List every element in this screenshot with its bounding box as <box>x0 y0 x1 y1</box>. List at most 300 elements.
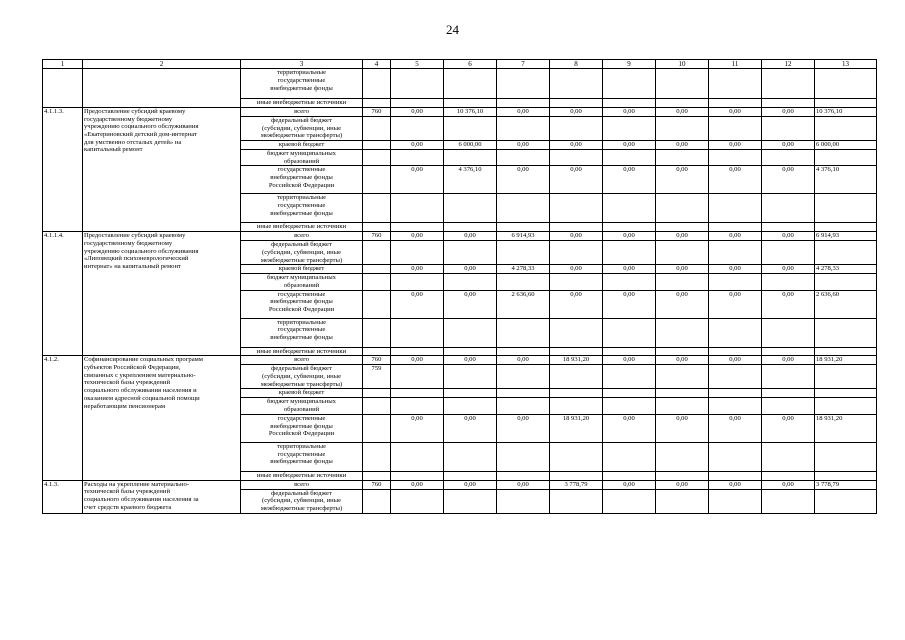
value-cell <box>497 274 550 290</box>
header-row <box>43 60 877 69</box>
value-cell <box>656 116 709 140</box>
value-cell <box>391 365 444 389</box>
column-header: 1 <box>43 60 83 69</box>
value-cell <box>391 442 444 471</box>
column-header: 13 <box>815 60 877 69</box>
value-cell: 10 376,10 <box>444 107 497 116</box>
value-cell <box>709 471 762 480</box>
value-cell <box>444 318 497 347</box>
column-header: 7 <box>497 60 550 69</box>
description-cell: Предоставление субсидий краевому государственному бюджетному учреждению социального обслуживания «Екатериновский детский дом-интернат для умственно отсталых детей» на капитальный ремонт <box>83 107 241 231</box>
value-cell <box>497 318 550 347</box>
value-cell <box>656 69 709 99</box>
value-cell <box>762 194 815 223</box>
value-cell <box>603 389 656 398</box>
value-cell <box>709 489 762 513</box>
value-cell <box>444 223 497 232</box>
value-cell: 0,00 <box>550 141 603 150</box>
value-cell <box>497 116 550 140</box>
value-cell <box>444 194 497 223</box>
value-cell <box>391 223 444 232</box>
value-cell <box>444 69 497 99</box>
code-cell: 4.1.1.4. <box>43 232 83 356</box>
value-cell: 0,00 <box>762 414 815 442</box>
value-cell: 0,00 <box>709 356 762 365</box>
source-cell: всего <box>241 107 363 116</box>
code-cell: 4.1.2. <box>43 356 83 480</box>
value-cell <box>550 99 603 108</box>
col4-cell <box>363 347 391 356</box>
value-cell <box>709 99 762 108</box>
source-cell: территориальные государственные внебюджетные фонды <box>241 69 363 99</box>
value-cell <box>497 150 550 166</box>
col4-cell <box>363 442 391 471</box>
col4-cell: 759 <box>363 365 391 389</box>
col4-cell <box>363 274 391 290</box>
value-cell <box>656 389 709 398</box>
value-cell <box>603 241 656 265</box>
source-cell: федеральный бюджет (субсидии, субвенции, иные межбюджетные трансферты) <box>241 116 363 140</box>
value-cell <box>762 471 815 480</box>
value-cell: 18 931,20 <box>550 414 603 442</box>
value-cell: 0,00 <box>444 356 497 365</box>
col4-cell <box>363 69 391 99</box>
value-cell: 0,00 <box>762 166 815 194</box>
value-cell: 0,00 <box>444 232 497 241</box>
value-cell <box>444 471 497 480</box>
source-cell: всего <box>241 232 363 241</box>
value-cell <box>444 99 497 108</box>
value-cell <box>497 69 550 99</box>
value-cell: 6 000,00 <box>444 141 497 150</box>
col4-cell <box>363 223 391 232</box>
col4-cell <box>363 398 391 414</box>
value-cell <box>709 116 762 140</box>
source-cell: иные внебюджетные источники <box>241 471 363 480</box>
value-cell <box>391 116 444 140</box>
value-cell <box>391 99 444 108</box>
value-cell <box>603 318 656 347</box>
value-cell <box>444 116 497 140</box>
value-cell <box>762 69 815 99</box>
value-cell <box>391 274 444 290</box>
value-cell <box>603 150 656 166</box>
value-cell: 0,00 <box>603 232 656 241</box>
value-cell: 0,00 <box>709 290 762 318</box>
value-cell: 0,00 <box>444 290 497 318</box>
col4-cell: 760 <box>363 232 391 241</box>
col4-cell <box>363 99 391 108</box>
value-cell <box>709 223 762 232</box>
value-cell: 0,00 <box>497 166 550 194</box>
value-cell <box>709 274 762 290</box>
value-cell <box>815 365 877 389</box>
value-cell <box>815 442 877 471</box>
value-cell <box>815 69 877 99</box>
source-cell: государственные внебюджетные фонды Российской Федерации <box>241 166 363 194</box>
value-cell: 0,00 <box>391 107 444 116</box>
value-cell <box>550 489 603 513</box>
value-cell: 10 376,10 <box>815 107 877 116</box>
source-cell: бюджет муниципальных образований <box>241 150 363 166</box>
value-cell <box>550 389 603 398</box>
value-cell <box>603 398 656 414</box>
value-cell <box>762 241 815 265</box>
source-cell: федеральный бюджет (субсидии, субвенции, иные межбюджетные трансферты) <box>241 241 363 265</box>
value-cell: 0,00 <box>762 356 815 365</box>
value-cell: 0,00 <box>497 107 550 116</box>
source-cell: государственные внебюджетные фонды Российской Федерации <box>241 290 363 318</box>
value-cell: 0,00 <box>656 480 709 489</box>
value-cell: 0,00 <box>603 141 656 150</box>
column-header: 6 <box>444 60 497 69</box>
value-cell <box>497 442 550 471</box>
description-cell: Расходы на укрепление материально- технической базы учреждений социального обслуживания населения за счет средств краевого бюджета <box>83 480 241 513</box>
source-cell: краевой бюджет <box>241 265 363 274</box>
col4-cell: 760 <box>363 480 391 489</box>
value-cell <box>815 347 877 356</box>
value-cell <box>497 99 550 108</box>
value-cell <box>603 99 656 108</box>
value-cell <box>656 274 709 290</box>
value-cell: 6 000,00 <box>815 141 877 150</box>
source-cell: иные внебюджетные источники <box>241 99 363 108</box>
value-cell: 0,00 <box>603 356 656 365</box>
source-cell: бюджет муниципальных образований <box>241 398 363 414</box>
value-cell <box>656 99 709 108</box>
value-cell: 0,00 <box>709 265 762 274</box>
value-cell <box>550 116 603 140</box>
value-cell: 2 636,60 <box>497 290 550 318</box>
value-cell <box>497 389 550 398</box>
value-cell <box>603 116 656 140</box>
col4-cell <box>363 150 391 166</box>
value-cell: 0,00 <box>497 356 550 365</box>
value-cell <box>709 194 762 223</box>
value-cell: 0,00 <box>762 480 815 489</box>
column-header: 3 <box>241 60 363 69</box>
description-cell: Предоставление субсидий краевому государственному бюджетному учреждению социального обслуживания «Липовецкий психоневрологический интернат» на капитальный ремонт <box>83 232 241 356</box>
source-cell: иные внебюджетные источники <box>241 347 363 356</box>
value-cell <box>391 489 444 513</box>
col4-cell: 760 <box>363 356 391 365</box>
value-cell: 4 278,33 <box>497 265 550 274</box>
col4-cell <box>363 471 391 480</box>
value-cell: 0,00 <box>656 107 709 116</box>
value-cell <box>656 241 709 265</box>
value-cell <box>603 69 656 99</box>
value-cell <box>391 347 444 356</box>
value-cell <box>815 116 877 140</box>
value-cell <box>815 471 877 480</box>
col4-cell <box>363 166 391 194</box>
value-cell: 0,00 <box>656 265 709 274</box>
col4-cell <box>363 241 391 265</box>
description-cell: Софинансирование социальных программ субъектов Российской Федерации, связанных с укреплением материально- технической базы учреждений социального обслуживания населения и оказанием адресной социальной помощи неработающим пенсионерам <box>83 356 241 480</box>
value-cell: 0,00 <box>497 141 550 150</box>
value-cell: 0,00 <box>656 356 709 365</box>
value-cell <box>444 389 497 398</box>
source-cell: федеральный бюджет (субсидии, субвенции, иные межбюджетные трансферты) <box>241 489 363 513</box>
value-cell: 0,00 <box>391 414 444 442</box>
value-cell <box>762 99 815 108</box>
value-cell <box>815 398 877 414</box>
value-cell <box>815 489 877 513</box>
source-cell: иные внебюджетные источники <box>241 223 363 232</box>
table-row <box>43 69 877 99</box>
value-cell: 0,00 <box>444 414 497 442</box>
value-cell <box>391 150 444 166</box>
value-cell <box>497 365 550 389</box>
value-cell <box>550 365 603 389</box>
value-cell <box>656 223 709 232</box>
value-cell <box>603 223 656 232</box>
value-cell <box>656 442 709 471</box>
col4-cell <box>363 116 391 140</box>
value-cell <box>391 241 444 265</box>
value-cell <box>656 489 709 513</box>
value-cell <box>391 471 444 480</box>
value-cell: 0,00 <box>550 265 603 274</box>
value-cell <box>550 442 603 471</box>
value-cell <box>391 389 444 398</box>
table-row <box>43 480 877 489</box>
value-cell <box>444 241 497 265</box>
source-cell: краевой бюджет <box>241 389 363 398</box>
value-cell <box>815 274 877 290</box>
value-cell <box>444 347 497 356</box>
value-cell <box>815 241 877 265</box>
value-cell: 0,00 <box>709 414 762 442</box>
value-cell: 0,00 <box>550 290 603 318</box>
value-cell: 4 376,10 <box>815 166 877 194</box>
value-cell <box>762 116 815 140</box>
value-cell: 0,00 <box>550 107 603 116</box>
value-cell <box>603 194 656 223</box>
value-cell <box>603 365 656 389</box>
value-cell <box>762 398 815 414</box>
value-cell: 0,00 <box>444 480 497 489</box>
source-cell: территориальные государственные внебюджетные фонды <box>241 194 363 223</box>
value-cell <box>709 398 762 414</box>
value-cell: 0,00 <box>603 265 656 274</box>
value-cell <box>709 389 762 398</box>
table-row <box>43 232 877 241</box>
col4-cell <box>363 265 391 274</box>
source-cell: всего <box>241 356 363 365</box>
col4-cell: 760 <box>363 107 391 116</box>
col4-cell <box>363 414 391 442</box>
column-header: 10 <box>656 60 709 69</box>
value-cell <box>550 150 603 166</box>
value-cell: 0,00 <box>603 107 656 116</box>
value-cell: 0,00 <box>391 480 444 489</box>
description-cell <box>83 69 241 108</box>
value-cell <box>497 347 550 356</box>
value-cell: 4 278,33 <box>815 265 877 274</box>
value-cell <box>497 471 550 480</box>
value-cell <box>656 347 709 356</box>
value-cell: 0,00 <box>603 290 656 318</box>
source-cell: бюджет муниципальных образований <box>241 274 363 290</box>
value-cell <box>709 365 762 389</box>
value-cell <box>497 223 550 232</box>
col4-cell <box>363 141 391 150</box>
value-cell: 0,00 <box>603 166 656 194</box>
code-cell: 4.1.3. <box>43 480 83 513</box>
value-cell: 4 376,10 <box>444 166 497 194</box>
value-cell: 0,00 <box>709 141 762 150</box>
column-header: 4 <box>363 60 391 69</box>
col4-cell <box>363 290 391 318</box>
value-cell <box>815 223 877 232</box>
value-cell: 0,00 <box>497 414 550 442</box>
value-cell: 0,00 <box>550 232 603 241</box>
value-cell <box>603 471 656 480</box>
value-cell <box>656 471 709 480</box>
budget-table <box>42 59 877 514</box>
value-cell <box>709 150 762 166</box>
source-cell: краевой бюджет <box>241 141 363 150</box>
value-cell <box>497 241 550 265</box>
value-cell <box>815 318 877 347</box>
value-cell: 2 636,60 <box>815 290 877 318</box>
code-cell: 4.1.1.3. <box>43 107 83 231</box>
value-cell: 18 931,20 <box>550 356 603 365</box>
value-cell <box>550 274 603 290</box>
col4-cell <box>363 389 391 398</box>
value-cell: 0,00 <box>709 232 762 241</box>
value-cell <box>656 318 709 347</box>
value-cell: 0,00 <box>391 290 444 318</box>
value-cell <box>391 194 444 223</box>
value-cell: 0,00 <box>656 232 709 241</box>
value-cell: 0,00 <box>656 141 709 150</box>
value-cell: 0,00 <box>709 480 762 489</box>
value-cell <box>603 489 656 513</box>
value-cell <box>391 318 444 347</box>
value-cell: 0,00 <box>391 356 444 365</box>
value-cell: 0,00 <box>762 141 815 150</box>
value-cell <box>762 389 815 398</box>
value-cell <box>550 471 603 480</box>
page-number: 24 <box>446 22 459 37</box>
code-cell <box>43 69 83 108</box>
value-cell <box>550 194 603 223</box>
value-cell <box>709 69 762 99</box>
value-cell: 0,00 <box>391 166 444 194</box>
value-cell: 0,00 <box>391 265 444 274</box>
value-cell: 0,00 <box>550 166 603 194</box>
value-cell <box>603 347 656 356</box>
column-header: 5 <box>391 60 444 69</box>
value-cell <box>550 318 603 347</box>
source-cell: территориальные государственные внебюджетные фонды <box>241 442 363 471</box>
value-cell: 0,00 <box>656 166 709 194</box>
value-cell <box>497 398 550 414</box>
source-cell: территориальные государственные внебюджетные фонды <box>241 318 363 347</box>
source-cell: всего <box>241 480 363 489</box>
source-cell: федеральный бюджет (субсидии, субвенции, иные межбюджетные трансферты) <box>241 365 363 389</box>
value-cell: 6 914,93 <box>497 232 550 241</box>
value-cell: 18 931,20 <box>815 356 877 365</box>
value-cell <box>550 398 603 414</box>
column-header: 11 <box>709 60 762 69</box>
value-cell <box>444 274 497 290</box>
value-cell: 0,00 <box>762 232 815 241</box>
column-header: 12 <box>762 60 815 69</box>
value-cell: 3 778,79 <box>550 480 603 489</box>
value-cell <box>444 398 497 414</box>
value-cell <box>656 150 709 166</box>
value-cell <box>656 194 709 223</box>
value-cell <box>391 398 444 414</box>
value-cell: 0,00 <box>656 414 709 442</box>
value-cell: 0,00 <box>603 480 656 489</box>
value-cell: 0,00 <box>656 290 709 318</box>
column-header: 2 <box>83 60 241 69</box>
table-row <box>43 107 877 116</box>
value-cell <box>762 489 815 513</box>
value-cell <box>497 194 550 223</box>
value-cell <box>762 347 815 356</box>
value-cell: 0,00 <box>444 265 497 274</box>
column-header: 9 <box>603 60 656 69</box>
value-cell: 0,00 <box>391 141 444 150</box>
value-cell <box>709 241 762 265</box>
value-cell <box>497 489 550 513</box>
value-cell <box>444 442 497 471</box>
value-cell <box>656 398 709 414</box>
value-cell <box>603 274 656 290</box>
col4-cell <box>363 194 391 223</box>
value-cell: 3 778,79 <box>815 480 877 489</box>
value-cell <box>762 274 815 290</box>
value-cell <box>550 347 603 356</box>
value-cell <box>444 150 497 166</box>
value-cell <box>709 442 762 471</box>
value-cell <box>656 365 709 389</box>
column-header: 8 <box>550 60 603 69</box>
value-cell <box>550 223 603 232</box>
value-cell <box>444 365 497 389</box>
value-cell <box>603 442 656 471</box>
col4-cell <box>363 489 391 513</box>
value-cell <box>762 365 815 389</box>
table-row <box>43 356 877 365</box>
value-cell: 18 931,20 <box>815 414 877 442</box>
value-cell <box>709 347 762 356</box>
value-cell <box>550 69 603 99</box>
value-cell <box>815 389 877 398</box>
value-cell <box>815 194 877 223</box>
value-cell <box>444 489 497 513</box>
value-cell: 0,00 <box>762 107 815 116</box>
value-cell <box>815 150 877 166</box>
value-cell: 0,00 <box>497 480 550 489</box>
value-cell <box>762 318 815 347</box>
value-cell: 0,00 <box>391 232 444 241</box>
value-cell <box>391 69 444 99</box>
source-cell: государственные внебюджетные фонды Российской Федерации <box>241 414 363 442</box>
value-cell: 6 914,93 <box>815 232 877 241</box>
col4-cell <box>363 318 391 347</box>
value-cell: 0,00 <box>762 290 815 318</box>
value-cell <box>762 223 815 232</box>
value-cell: 0,00 <box>603 414 656 442</box>
value-cell: 0,00 <box>709 107 762 116</box>
value-cell <box>815 99 877 108</box>
